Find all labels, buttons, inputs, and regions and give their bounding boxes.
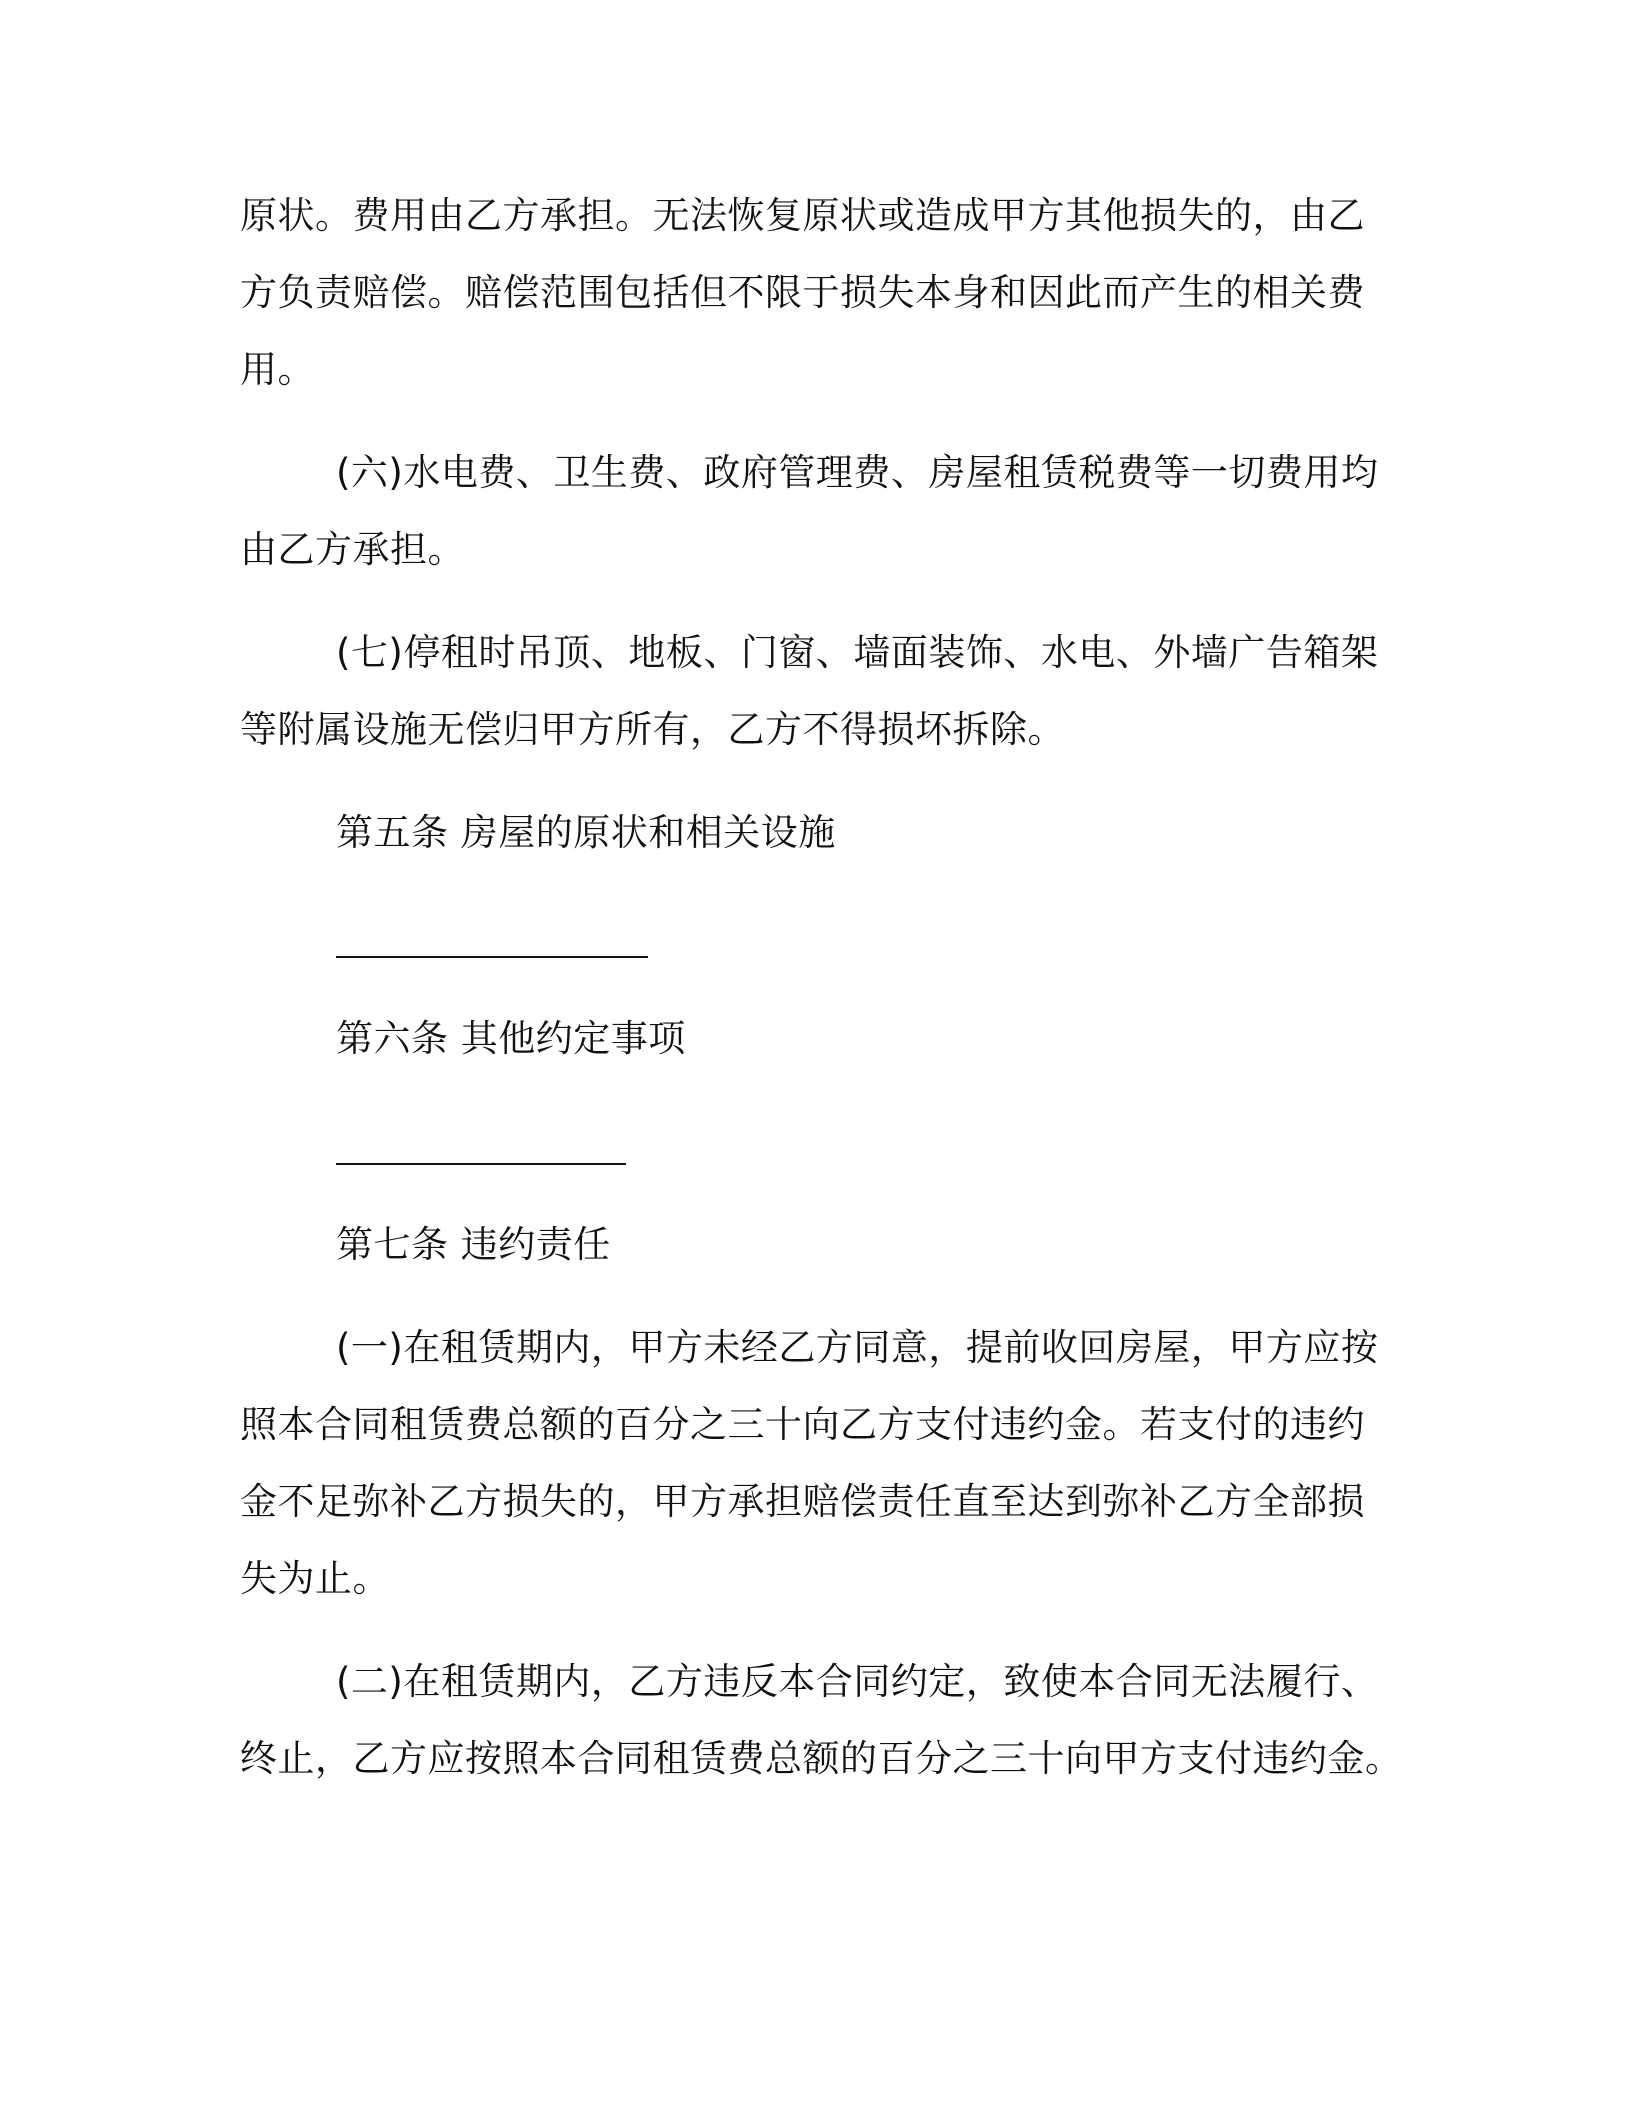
clause-6-line: (六)水电费、卫生费、政府管理费、房屋租赁税费等一切费用均 [336, 451, 1379, 494]
paragraph-line: 方负责赔偿。赔偿范围包括但不限于损失本身和因此而产生的相关费 [240, 271, 1365, 314]
article-7-clause-1-line: 失为止。 [240, 1557, 390, 1600]
clause-6-line: 由乙方承担。 [240, 528, 465, 571]
article-7-clause-2-line: (二)在租赁期内，乙方违反本合同约定，致使本合同无法履行、 [336, 1660, 1379, 1703]
article-7-clause-1-line: 金不足弥补乙方损失的，甲方承担赔偿责任直至达到弥补乙方全部损 [240, 1480, 1365, 1523]
paragraph-line: 原状。费用由乙方承担。无法恢复原状或造成甲方其他损失的，由乙 [240, 194, 1365, 237]
article-7-clause-1-line: (一)在租赁期内，甲方未经乙方同意，提前收回房屋，甲方应按 [336, 1326, 1379, 1369]
article-6-fill-in-blank [336, 1163, 626, 1165]
article-6-heading: 第六条 其他约定事项 [336, 1017, 686, 1060]
article-7-clause-2-line: 终止，乙方应按照本合同租赁费总额的百分之三十向甲方支付违约金。 [240, 1737, 1403, 1780]
article-5-fill-in-blank [336, 956, 648, 958]
article-5-heading: 第五条 房屋的原状和相关设施 [336, 811, 836, 854]
article-7-clause-1-line: 照本合同租赁费总额的百分之三十向乙方支付违约金。若支付的违约 [240, 1403, 1365, 1446]
paragraph-line: 用。 [240, 348, 315, 391]
clause-7-line: (七)停租时吊顶、地板、门窗、墙面装饰、水电、外墙广告箱架 [336, 631, 1379, 674]
clause-7-line: 等附属设施无偿归甲方所有，乙方不得损坏拆除。 [240, 708, 1065, 751]
article-7-heading: 第七条 违约责任 [336, 1223, 611, 1266]
